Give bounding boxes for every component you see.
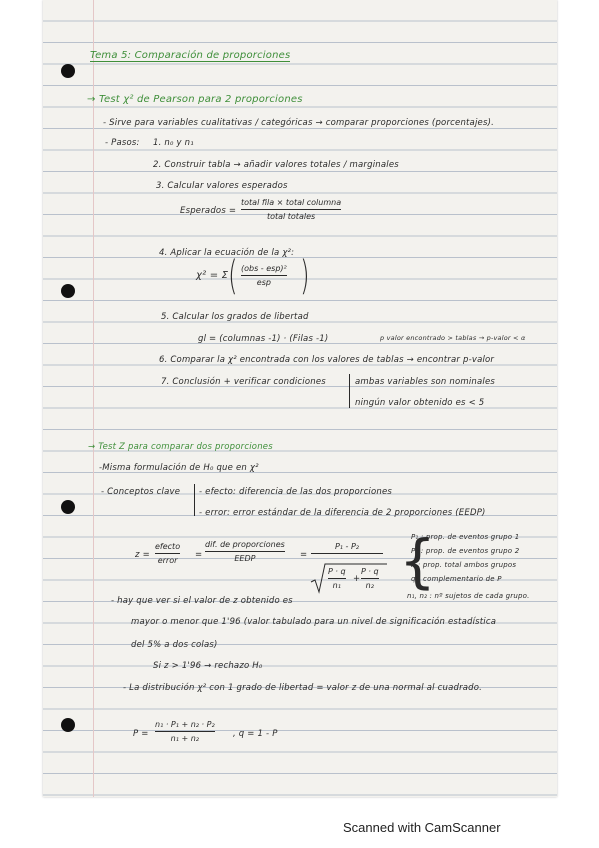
p-denominator: n₁ + n₂ <box>170 734 199 743</box>
binder-hole <box>61 64 75 78</box>
q-equation: , q = 1 - P <box>233 729 278 739</box>
equals-sign: = <box>195 550 203 560</box>
fraction-bar <box>155 731 215 732</box>
legend-item: q : complementario de P <box>411 575 502 583</box>
z-lhs: z = <box>135 550 150 560</box>
root-numerator-1: P · q <box>328 567 346 576</box>
note-line: - hay que ver si el valor de z obtenido es <box>111 596 293 606</box>
fraction-bar <box>155 553 180 554</box>
fraction-bar <box>328 578 346 579</box>
chi2-denominator: esp <box>256 278 271 287</box>
note-line: -Misma formulación de H₀ que en χ² <box>99 463 259 473</box>
step-4: 4. Aplicar la ecuación de la χ²: <box>159 248 295 258</box>
note-line: - Sirve para variables cualitativas / categóricas → comparar proporciones (porcentajes). <box>103 118 495 128</box>
expected-numerator: total fila × total columna <box>241 198 342 207</box>
concepts-brace <box>194 484 195 516</box>
step-2: 2. Construir tabla → añadir valores totales / marginales <box>153 160 399 170</box>
binder-hole <box>61 500 75 514</box>
step-1: 1. n₀ y n₁ <box>153 138 194 148</box>
z-fraction-formula <box>311 542 383 556</box>
note-line: del 5% a dos colas) <box>131 640 218 650</box>
legend-item: P₁ : prop. de eventos grupo 1 <box>411 533 520 541</box>
root-fraction-2 <box>361 567 379 590</box>
expected-label: Esperados = <box>180 206 237 216</box>
legend-item: P₂ : prop. de eventos grupo 2 <box>411 547 520 555</box>
fraction-bar <box>205 551 285 552</box>
z-fraction-effect <box>155 542 180 565</box>
step-5: 5. Calcular los grados de libertad <box>161 312 309 322</box>
concept-error: - error: error estándar de la diferencia de 2 proporciones (EEDP) <box>199 508 486 518</box>
decision-rule: Si z > 1'96 → rechazo H₀ <box>153 661 263 671</box>
equals-sign: = <box>300 550 308 560</box>
expected-denominator: total totales <box>266 212 316 221</box>
binder-hole <box>61 718 75 732</box>
step-6: 6. Comparar la χ² encontrada con los valores de tablas → encontrar p-valor <box>159 355 495 365</box>
step-7: 7. Conclusión + verificar condiciones <box>161 377 326 387</box>
fraction-bar <box>241 275 287 276</box>
z-numerator-formula: P₁ - P₂ <box>334 542 360 551</box>
z-numerator-difference: dif. de proporciones <box>205 540 285 549</box>
chi2-fraction <box>241 264 287 287</box>
fraction-bar <box>361 578 379 579</box>
condition-1: ambas variables son nominales <box>355 377 496 387</box>
condition-brace <box>349 374 350 408</box>
section-heading-chi2: → Test χ² de Pearson para 2 proporciones <box>87 94 303 105</box>
key-concepts-label: - Conceptos clave <box>101 487 181 497</box>
note-line: mayor o menor que 1'96 (valor tabulado para un nivel de significación estadística <box>131 617 497 627</box>
concept-effect: - efecto: diferencia de las dos proporciones <box>199 487 393 497</box>
root-numerator-2: P · q <box>361 567 379 576</box>
p-lhs: P = <box>133 729 149 739</box>
plus-sign: + <box>353 574 361 584</box>
chi2-lhs: χ² = Σ <box>196 270 229 281</box>
p-numerator: n₁ · P₁ + n₂ · P₂ <box>155 720 215 729</box>
gl-note: p valor encontrado > tablas → p-valor < α <box>380 334 526 342</box>
z-denominator-eedp: EEDP <box>234 554 256 563</box>
legend-item: P : prop. total ambos grupos <box>411 561 517 569</box>
page-title: Tema 5: Comparación de proporciones <box>90 50 291 61</box>
legend-brace: { <box>399 527 436 595</box>
legend-item: n₁, n₂ : nº sujetos de cada grupo. <box>407 592 530 600</box>
expected-fraction <box>241 198 341 221</box>
fraction-bar <box>311 553 383 554</box>
p-fraction <box>155 720 215 743</box>
steps-label: - Pasos: <box>105 138 140 148</box>
left-paren: ( <box>228 253 238 299</box>
condition-2: ningún valor obtenido es < 5 <box>355 398 485 408</box>
chi2-numerator: (obs - esp)² <box>241 264 287 273</box>
fraction-bar <box>241 209 341 210</box>
notebook-page <box>43 0 557 797</box>
scanner-watermark: Scanned with CamScanner <box>343 820 501 835</box>
z-fraction-difference <box>205 540 285 563</box>
z-denominator-error: error <box>157 556 178 565</box>
step-3: 3. Calcular valores esperados <box>156 181 288 191</box>
root-denominator-2: n₂ <box>365 581 374 590</box>
section-heading-z: → Test Z para comparar dos proporciones <box>88 442 273 452</box>
z-numerator-effect: efecto <box>155 542 181 551</box>
right-paren: ) <box>300 253 310 299</box>
binder-hole <box>61 284 75 298</box>
root-fraction-1 <box>328 567 346 590</box>
note-line: - La distribución χ² con 1 grado de libertad = valor z de una normal al cuadrado. <box>123 683 483 693</box>
degrees-of-freedom: gl = (columnas -1) · (Filas -1) <box>198 334 329 344</box>
root-denominator-1: n₁ <box>332 581 341 590</box>
